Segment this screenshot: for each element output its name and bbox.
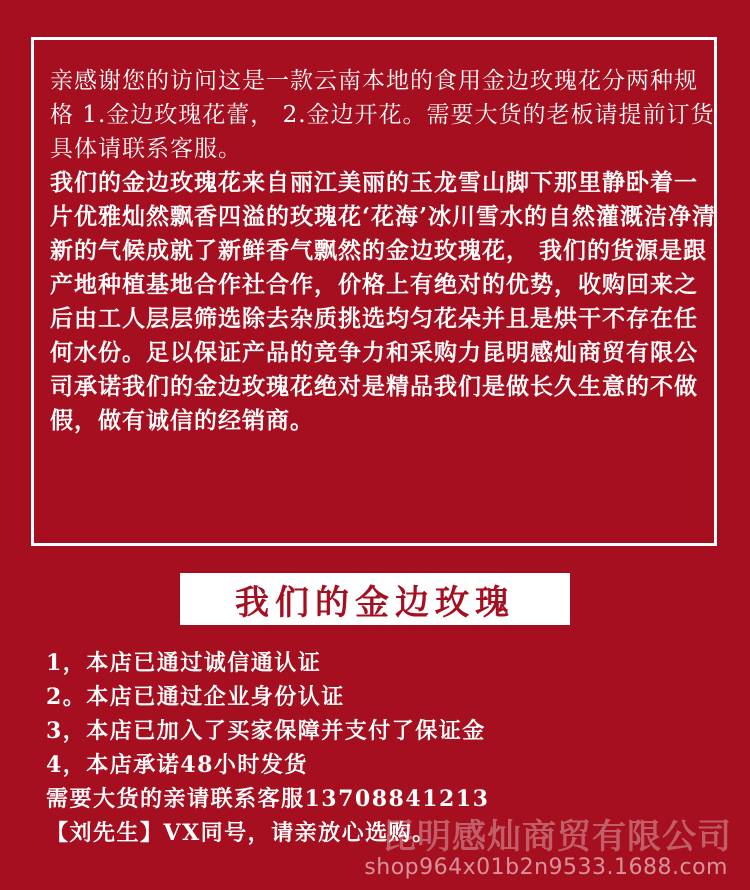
list-item: 2。本店已通过企业身份认证 — [46, 684, 345, 710]
watermark-url: shop964x01b2n9533.1688.com — [364, 855, 728, 880]
list-item: 3，本店已加入了买家保障并支付了保证金 — [46, 718, 486, 744]
intro-text-block — [50, 64, 720, 438]
section-heading: 我们的金边玫瑰 — [235, 582, 515, 623]
contact-phone-line: 需要大货的亲请联系客服13708841213 — [46, 786, 490, 812]
intro-paragraph-1: 亲感谢您的访问这是一款云南本地的食用金边玫瑰花分两种规格 1.金边玫瑰花蕾， 2.金边开花。需要大货的老板请提前订货具体请联系客服。 — [50, 68, 715, 162]
contact-name-line: 【刘先生】VX同号，请亲放心选购。 — [46, 820, 436, 846]
section-heading-box — [180, 573, 570, 625]
intro-paragraph-2: 我们的金边玫瑰花来自丽江美丽的玉龙雪山脚下那里静卧着一片优雅灿然飘香四溢的玫瑰花‘花海’冰川雪水的自然灌溉洁净清新的气候成就了新鲜香气飘然的金边玫瑰花， 我们的货源是跟产地种植基地合作社合作，价格上有绝对的优势，收购回来之后由工人层层筛选除去杂质挑选均匀花朵并且是烘干不存在任何水份。足以保证产品的竞争力和采购力昆明感灿商贸有限公司承诺我们的金边玫瑰花绝对是精品我们是做长久生意的不做假，做有诚信的经销商。 — [50, 169, 717, 434]
list-item: 1，本店已通过诚信通认证 — [46, 650, 322, 676]
list-item: 4，本店承诺48小时发货 — [46, 752, 308, 778]
watermark-company: 昆明感灿商贸有限公司 — [382, 817, 732, 857]
